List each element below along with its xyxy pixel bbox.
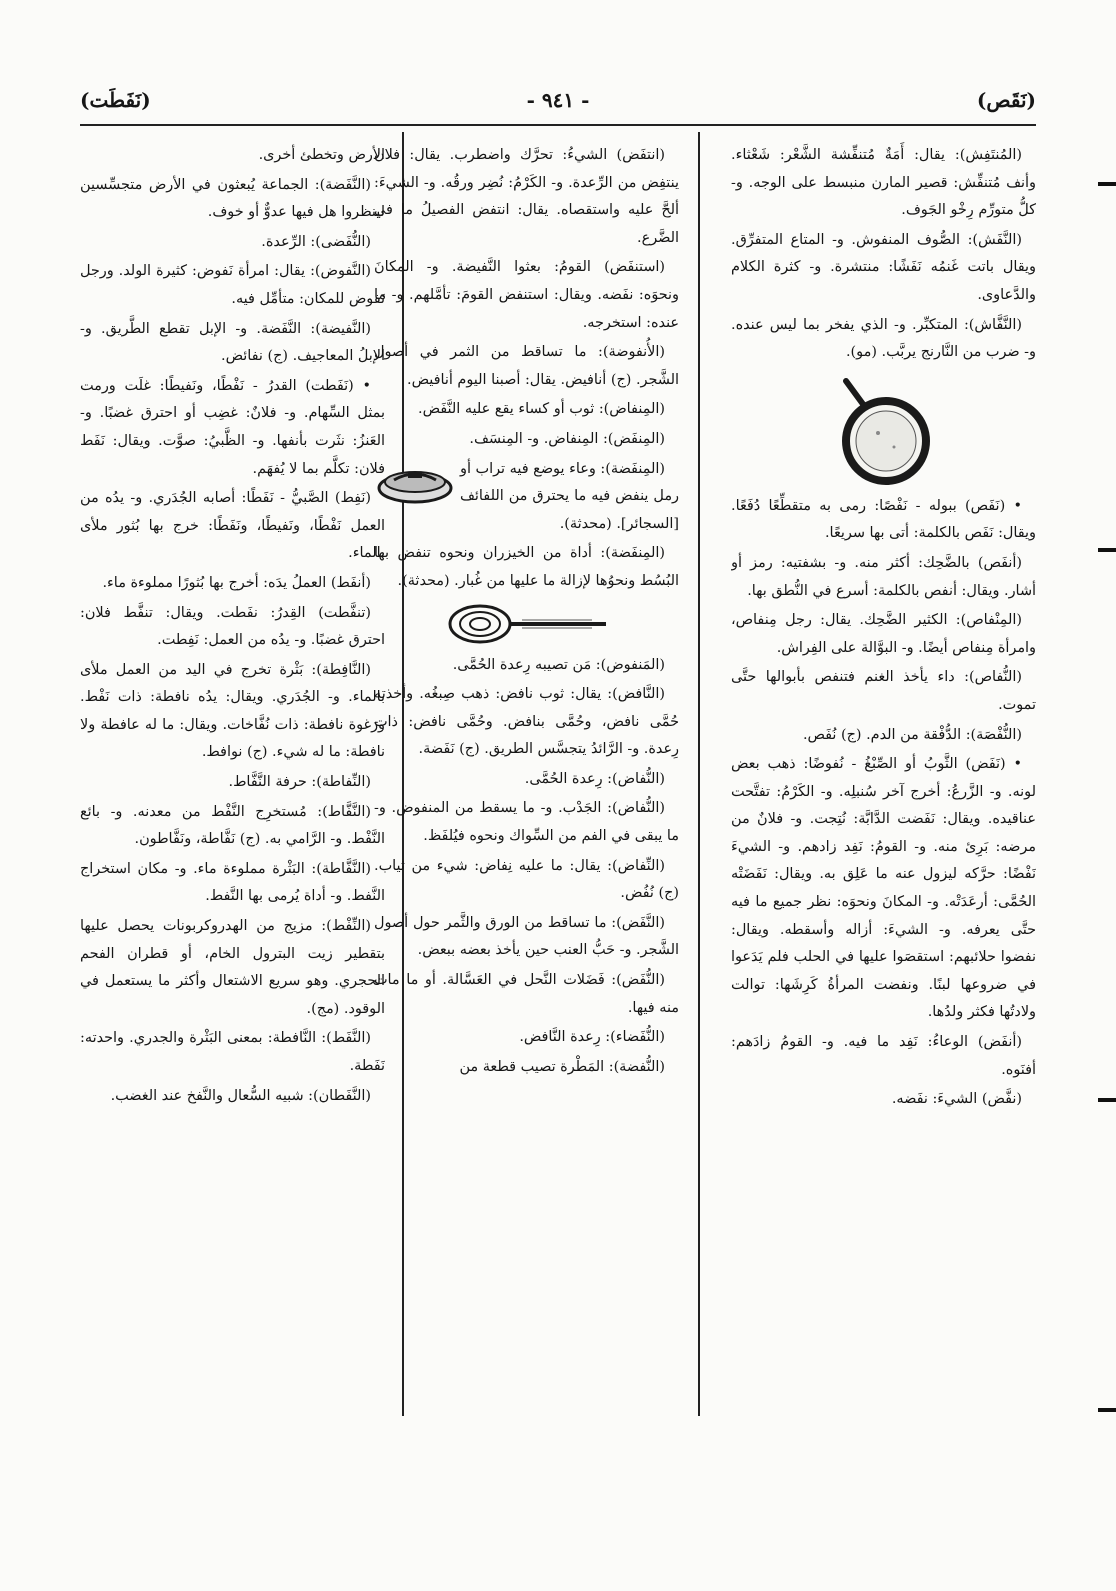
dictionary-entry: (المِنفَضة): أداة من الخيزران ونحوه تنفض بها البُسُط ونحوُها لإزالة ما عليها من غُبار. (محدثة). [374, 545, 679, 589]
dictionary-entry: (النَّافِطة): بَثْرة تخرج في اليد من العمل ملأى بالماء. و- الجُدَري. ويقال: يدُه نافطة: ذات نَفْط. ورَغوة نافطة: ذات نُفَّاخات. ويقال: ما له عافطة ولا نافطة: ما له شيء. (ج) نوافط. [80, 661, 385, 761]
dictionary-entry: (النُّفاص): داء يأخذ الغنم فتنفص بأبوالها حتَّى تموت. [731, 669, 1036, 713]
dictionary-entry: (النُّفضة): المَطْرة تصيب قطعة من [459, 1058, 665, 1075]
dictionary-entry: • (نَفَض) الثَّوبُ أو الصِّبْغُ - نُفوضًا: ذهب بعض لونه. و- الزَّرعُ: أخرج آخر سُنبلِه. و- الكَرْمُ: تفتَّحت عناقيده. ويقال: نَفَضت الدَّابَّة: نُتِجت. و- فلانٌ من مرضه: بَرِئ منه. و- القومُ: نَفِد زادهم. و- الشيءَ نَفْضًا: حرَّكه ليزول عنه ما عَلِق به. ويقال: نَفَضَتْه الحُمَّى: أرعَدَتْه. و- المكانَ ونحوَه: نظر جميع ما فيه حتَّى يعرفه. و- الشيءَ: أزاله وأسقطه. ويقال: نفضوا حلائبهم: استقصَوا عليها في الحلب فلم يَدَعوا في ضروعها لبنًا. ونفضت المرأةُ كَرِشَها: توالت ولادتُها فكثر ولدُها. [731, 756, 1036, 1021]
dictionary-entry: • (نَفَطت) القدرُ - نَفْطًا، ونَفيطًا: غلَت ورمت بمثل السِّهام. و- فلانٌ: غضِب أو احترق غضبًا. و- العَنزُ: نثَرت بأنفها. و- الظَّبيُ: صوَّت. ويقال: نَفَط فلان: تكلَّم بما لا يُفهَم. [80, 377, 385, 477]
dictionary-entry: (استنفَض) القومُ: بعثوا النَّفيضة. و- المكانَ ونحوَه: نفَضه. ويقال: استنفض القومَ: تأمَّلهم. و- ما عنده: استخرجه. [374, 259, 679, 331]
dictionary-entry: (النُّفاض): الجَدْب. و- ما يسقط من المنفوض. و- ما يبقى في الفم من السِّواك ونحوه فيُلفَظ. [374, 800, 679, 845]
dictionary-entry: (النُّفْصَة): الدُّفْقة من الدم. (ج) نُفَص. [802, 726, 1022, 743]
dictionary-entry: (النُّفاض): رِعدة الحُمَّى. [524, 770, 665, 787]
dictionary-entry: (المِنفَض): المِنفاض. و- المِنسَف. [469, 430, 665, 447]
dictionary-entry: (النَّافض): يقال: ثوب نافض: ذهب صِبغُه. وأخذته حُمَّى نافض، وحُمَّى بنافض. وحُمَّى نافض: ذات رِعدة. و- الرَّائدُ يتجسَّس الطريق. (ج) نَفَضة. [374, 686, 679, 758]
dictionary-entry: الأرض وتخطئ أخرى. [258, 147, 385, 163]
dictionary-entry: (النُّفَضى): الرِّعدة. [261, 233, 371, 250]
dictionary-entry: (النَّفيضة): النَّفَضة. و- الإبل تقطع الطَّريق. و- الإبلُ المعاجيف. (ج) نفائض. [80, 320, 385, 365]
dictionary-entry: (أنفَض) الوعاءُ: نَفِد ما فيه. و- القومُ زادَهم: أفنَوه. [731, 1034, 1036, 1078]
dictionary-entry: (النَّفَّاش): المتكبِّر. و- الذي يفخر بما ليس عنده. و- ضرب من النَّارنج يربَّب. (مو). [731, 316, 1036, 361]
dictionary-entry: (الأُنفوضة): ما تساقط من الثمر في أصول الشَّجر. (ج) أنافيض. يقال: أصبنا اليوم أنافيض. [374, 344, 679, 388]
scan-margin-mark [1098, 1408, 1116, 1412]
dictionary-entry: (النُّفَض): فَضَلات النَّحل في العَسَّالة. أو ما مات منه فيها. [374, 972, 679, 1016]
dictionary-entry: (النُّفَضاء): رِعدة النَّافض. [519, 1029, 665, 1046]
header-left-guide-word: (نَفَطَت) [80, 88, 151, 112]
dictionary-entry: (أنفَط) العملُ يدَه: أخرج بها بُثورًا مملوءة ماء. [102, 574, 371, 591]
ashtray-illustration [374, 458, 456, 506]
dictionary-entry: (النَّفَضة): الجماعة يُبعثون في الأرض متجسِّسين لينظروا هل فيها عدوٌّ أو خوف. [80, 176, 385, 221]
dictionary-entry: (نفَّض) الشيءَ: نفَضه. [891, 1091, 1022, 1108]
page-number: - ٩٤١ - [526, 88, 590, 112]
dictionary-entry: (أنفَص) بالضَّحِك: أكثر منه. و- بشفتيه: رمز أو أشار. ويقال: أنفص بالكلمة: أسرع في النُّطق بها. [731, 554, 1036, 599]
dictionary-entry: (النَّفَّاط): مُستخرِج النَّفْط من معدنه. و- بائع النَّفْط. و- الرَّامي به. (ج) نَفَّاطة، ونَفَّاطون. [80, 803, 385, 848]
page-header [80, 88, 1036, 124]
dictionary-entry: (المِنفاض): ثوب أو كساء يقع عليه النَّفَض. [418, 401, 665, 418]
scan-margin-mark [1098, 182, 1116, 186]
frying-pan-illustration [824, 371, 944, 489]
scan-margin-mark [1098, 548, 1116, 552]
dictionary-entry: (المِنْفاص): الكثير الضَّحِك. يقال: رجل مِنفاص، وامرأة مِنفاص أيضًا. و- البوَّالة على الفِراش. [731, 612, 1036, 656]
dictionary-entry: (النَّفَض): ما تساقط من الورق والثَّمر حول أصول الشَّجر. و- حَبُّ العنب حين يأخذ بعضه ببعض. [374, 914, 679, 959]
dictionary-entry: (تنفَّطت) القِدرُ: نفَطت. ويقال: تنفَّط فلان: احترق غضبًا. و- يدُه من العمل: نَفِطت. [80, 604, 385, 649]
dictionary-entry: (النَّفوض): يقال: امرأة نَفوض: كثيرة الولد. ورجل نَفوض للمكان: متأمِّل فيه. [80, 263, 385, 307]
column-divider [698, 132, 700, 1416]
dictionary-entry: (النَّفَش): الصُّوف المنفوش. و- المتاع المتفرِّق. ويقال باتت غَنمُه نَفَشًا: منتشرة. و- كثرة الكلام والدَّعاوى. [731, 231, 1036, 303]
column-middle [374, 142, 679, 1421]
dictionary-entry: (انتفَض) الشيءُ: تحرَّك واضطرب. يقال: فلان ينتفِض من الرِّعدة. و- الكَرْمُ: نُضِر ورقُه. و- الشيءَ: ألحَّ عليه واستقصاه. يقال: انتفض الفصيلُ ما في الضَّرع. [374, 147, 679, 246]
header-rule [80, 124, 1036, 126]
carpet-beater-illustration [442, 600, 612, 648]
scan-margin-mark [1098, 1098, 1116, 1102]
dictionary-entry: (المِنفَضة): وعاء يوضع فيه تراب أو رمل ينفض فيه ما يحترق من اللفائف [السجائر]. (محدثة). [460, 460, 679, 532]
dictionary-entry: (النَّفَطان): شبيه السُّعال والنَّفخ عند الغضب. [110, 1087, 371, 1104]
header-right-guide-word: (نَقَص) [976, 88, 1036, 112]
dictionary-entry: • (نَفَص) ببوله - نَفْصًا: رمى به متقطِّعًا دُفَعًا. ويقال: نَفَص بالكلمة: أتى بها سريعًا. [731, 497, 1036, 542]
dictionary-entry: (المُنتَفِش): يقال: أَمَةٌ مُتنفِّشة الشَّعْر: شَعْثاء. وأنف مُتنفِّش: قصير المارن منبسط على الوجه. و- كلُّ متورِّم رِخْو الجَوف. [731, 147, 1036, 219]
column-right [731, 142, 1036, 1421]
dictionary-entry: (النِّفْط): مزيج من الهدروكربونات يحصل عليها بتقطير زيت البترول الخام، أو قطران الفحم الحجري. وهو سريع الاشتعال وأكثر ما يستعمل في الوقود. (مج). [80, 918, 385, 1017]
column-left [80, 142, 385, 1421]
dictionary-entry: (النِّفاض): يقال: ما عليه نِفاض: شيء من ثياب. (ج) نُفُض. [374, 857, 679, 902]
dictionary-entry: (نَفِط) الصَّبيُّ - نَفَطًا: أصابه الجُدَري. و- يدُه من العمل نَفْطًا، ونَفيطًا، ونَفَطًا: خرج بها بُثور ملأى بالماء. [80, 490, 385, 562]
dictionary-entry: (النَّفَط): النَّافطة: بمعنى البَثْرة والجدري. واحدته: نَفَطة. [80, 1030, 385, 1074]
dictionary-entry: (المَنفوض): مَن تصيبه رِعدة الحُمَّى. [452, 656, 665, 673]
dictionary-entry: (النَّفَّاطة): البَثْرة مملوءة ماء. و- مكان استخراج النَّفط. و- أداة يُرمى بها النَّفط. [80, 860, 385, 905]
dictionary-entry: (النِّفاطة): حرفة النَّفَّاط. [228, 774, 371, 791]
